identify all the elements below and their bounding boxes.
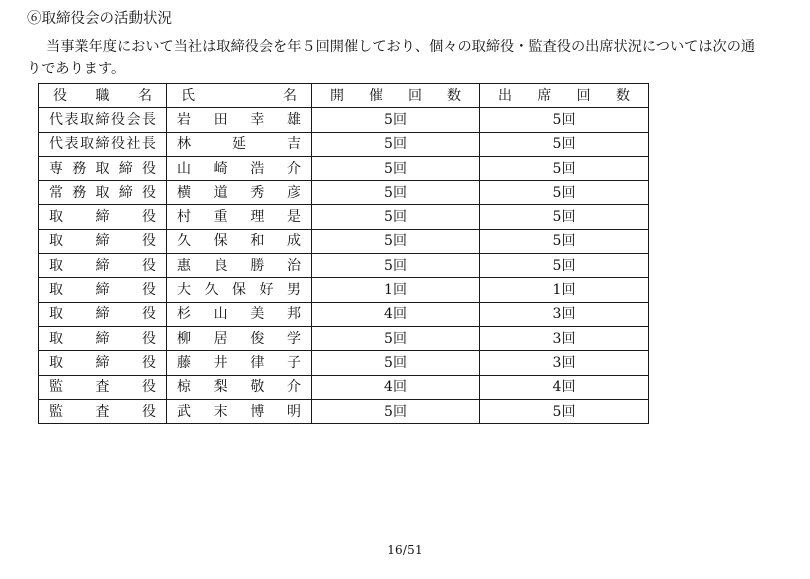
distributed-text: 代 表 取 締 役 会 長 [49, 111, 156, 128]
table-row [39, 375, 649, 399]
cell-held: 5回 [312, 156, 480, 180]
cell-name [167, 254, 312, 278]
cell-held: 5回 [312, 254, 480, 278]
table-row [39, 351, 649, 375]
cell-attended: 5回 [480, 108, 649, 132]
distributed-text: 取 締 役 [49, 354, 156, 371]
distributed-text: 取 締 役 [49, 330, 156, 347]
cell-held: 5回 [312, 229, 480, 253]
attendance-table [38, 83, 649, 424]
distributed-text: 柳 居 俊 学 [177, 330, 301, 347]
distributed-text: 岩 田 幸 雄 [177, 111, 301, 128]
cell-title [39, 302, 167, 326]
table-row [39, 156, 649, 180]
cell-attended: 3回 [480, 351, 649, 375]
cell-attended: 5回 [480, 132, 649, 156]
table-row [39, 108, 649, 132]
distributed-text: 取 締 役 [49, 306, 156, 323]
distributed-text: 林 延 吉 [177, 136, 301, 153]
section-paragraph [27, 36, 807, 80]
cell-held: 5回 [312, 399, 480, 423]
distributed-text: 藤 井 律 子 [177, 354, 301, 371]
table-row [39, 326, 649, 350]
paragraph-line-2: りであります。 [27, 61, 126, 77]
distributed-text: 監 査 役 [49, 403, 156, 420]
cell-name [167, 108, 312, 132]
distributed-text: 専 務 取 締 役 [49, 160, 156, 177]
cell-title [39, 156, 167, 180]
cell-name [167, 181, 312, 205]
cell-attended: 5回 [480, 399, 649, 423]
distributed-text: 開 催 回 数 [330, 87, 461, 104]
distributed-text: 取 締 役 [49, 257, 156, 274]
table-row [39, 302, 649, 326]
distributed-text: 惠 良 勝 治 [177, 257, 301, 274]
paragraph-line-1: 当事業年度において当社は取締役会を年５回開催しており、個々の取締役・監査役の出席状況については次の通 [46, 39, 756, 55]
cell-name [167, 375, 312, 399]
cell-held: 5回 [312, 132, 480, 156]
cell-title [39, 205, 167, 229]
cell-name [167, 351, 312, 375]
distributed-text: 役 職 名 [53, 87, 152, 104]
cell-attended: 5回 [480, 229, 649, 253]
distributed-text: 取 締 役 [49, 209, 156, 226]
cell-name [167, 302, 312, 326]
cell-title [39, 375, 167, 399]
distributed-text: 取 締 役 [49, 282, 156, 299]
cell-title [39, 254, 167, 278]
cell-held: 4回 [312, 302, 480, 326]
cell-held: 1回 [312, 278, 480, 302]
header-title [39, 84, 167, 108]
cell-title [39, 351, 167, 375]
cell-name [167, 132, 312, 156]
cell-attended: 5回 [480, 254, 649, 278]
distributed-text: 代 表 取 締 役 社 長 [49, 136, 156, 153]
distributed-text: 氏 名 [181, 87, 297, 104]
cell-title [39, 229, 167, 253]
cell-attended: 4回 [480, 375, 649, 399]
cell-title [39, 132, 167, 156]
cell-attended: 5回 [480, 205, 649, 229]
cell-attended: 5回 [480, 181, 649, 205]
cell-name [167, 205, 312, 229]
table-row [39, 181, 649, 205]
cell-held: 5回 [312, 351, 480, 375]
distributed-text: 取 締 役 [49, 233, 156, 250]
cell-held: 4回 [312, 375, 480, 399]
table-row [39, 205, 649, 229]
cell-name [167, 326, 312, 350]
cell-held: 5回 [312, 205, 480, 229]
cell-title [39, 108, 167, 132]
cell-name [167, 278, 312, 302]
cell-held: 5回 [312, 108, 480, 132]
distributed-text: 常 務 取 締 役 [49, 184, 156, 201]
distributed-text: 大 久 保 好 男 [177, 282, 301, 299]
cell-held: 5回 [312, 326, 480, 350]
table-row [39, 399, 649, 423]
cell-title [39, 399, 167, 423]
cell-title [39, 326, 167, 350]
distributed-text: 出 席 回 数 [498, 87, 630, 104]
table-row [39, 278, 649, 302]
cell-attended: 3回 [480, 302, 649, 326]
table-row [39, 132, 649, 156]
distributed-text: 監 査 役 [49, 379, 156, 396]
distributed-text: 椋 梨 敬 介 [177, 379, 301, 396]
cell-name [167, 399, 312, 423]
header-attended [480, 84, 649, 108]
header-held [312, 84, 480, 108]
table-row [39, 254, 649, 278]
table-row [39, 229, 649, 253]
distributed-text: 武 末 博 明 [177, 403, 301, 420]
cell-attended: 1回 [480, 278, 649, 302]
cell-title [39, 278, 167, 302]
distributed-text: 杉 山 美 邦 [177, 306, 301, 323]
distributed-text: 山 崎 浩 介 [177, 160, 301, 177]
page-number: 16/51 [387, 543, 423, 557]
table-header-row [39, 84, 649, 108]
cell-name [167, 229, 312, 253]
header-name [167, 84, 312, 108]
cell-attended: 3回 [480, 326, 649, 350]
section-title: ⑥取締役会の活動状況 [27, 11, 172, 27]
distributed-text: 横 道 秀 彦 [177, 184, 301, 201]
cell-attended: 5回 [480, 156, 649, 180]
distributed-text: 村 重 理 是 [177, 209, 301, 226]
cell-name [167, 156, 312, 180]
cell-held: 5回 [312, 181, 480, 205]
cell-title [39, 181, 167, 205]
distributed-text: 久 保 和 成 [177, 233, 301, 250]
